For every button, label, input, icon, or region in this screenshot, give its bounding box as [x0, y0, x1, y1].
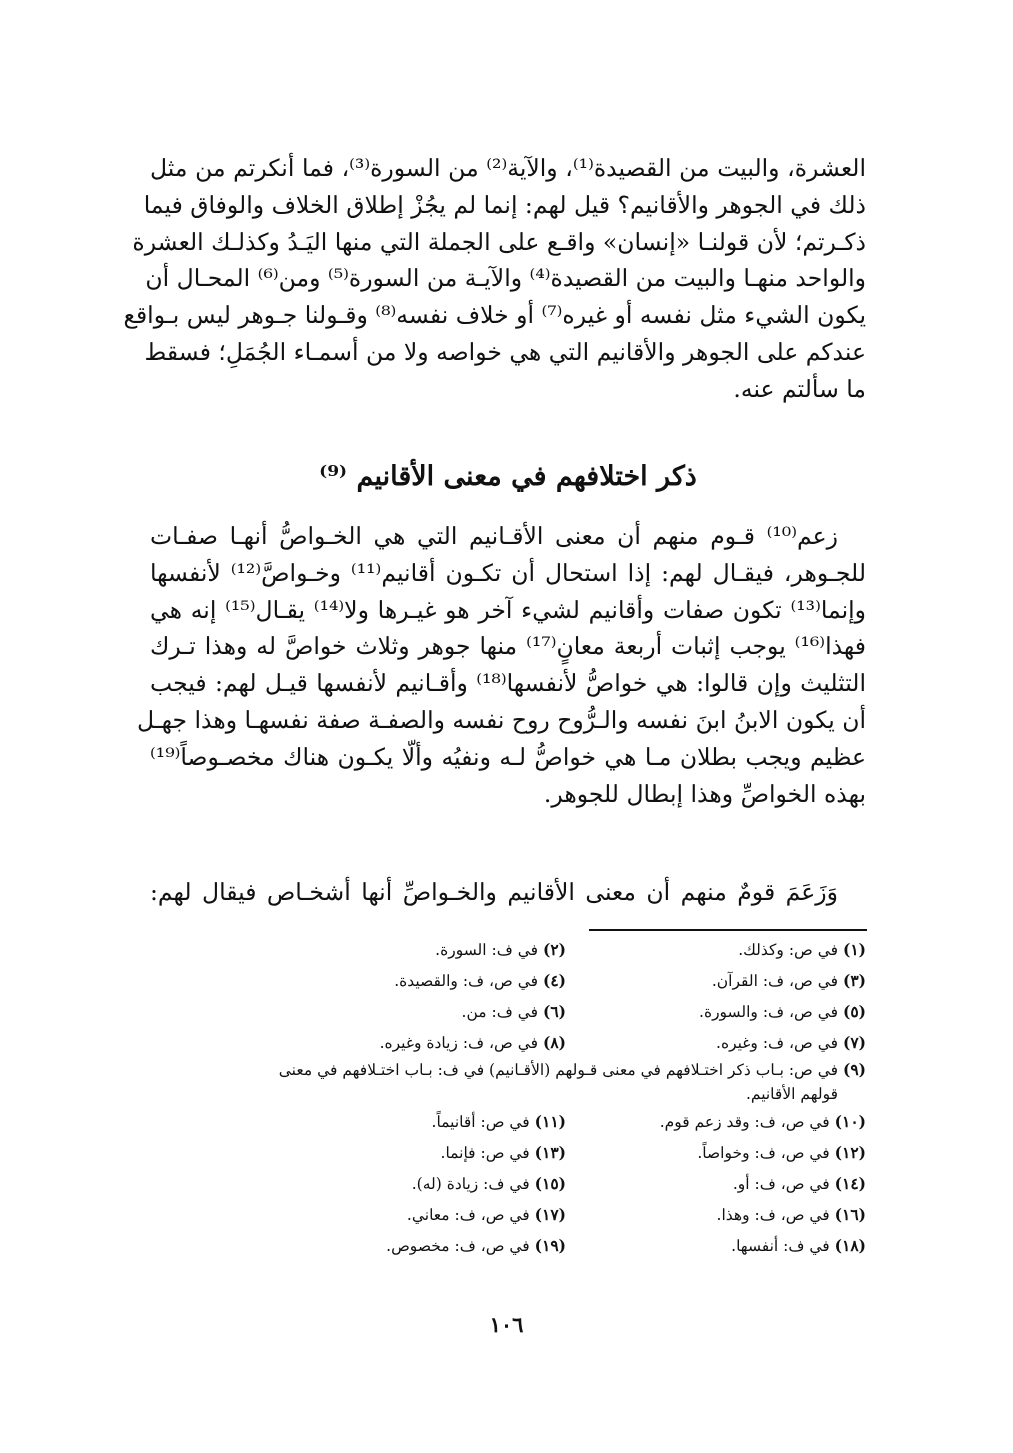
- footnote-text: في ص، ف: القرآن.: [711, 972, 839, 990]
- footnote-number: (١٨): [834, 1236, 866, 1255]
- footnote-text: في ص، ف: والسورة.: [699, 1003, 839, 1021]
- body-paragraph: [123, 150, 866, 408]
- text-line: يكون الشيء مثل نفسه أو غيره⁽⁷⁾ أو خلاف نفسه⁽⁸⁾ وقـولنا جـوهر ليس بـواقع: [123, 301, 866, 330]
- text-line: فهذا⁽¹⁶⁾ يوجب إثبات أربعة معانٍ⁽¹⁷⁾ منها جوهر وثلاث خواصَّ له وهذا تـرك: [150, 632, 866, 661]
- closing-paragraph: [150, 874, 866, 911]
- footnote-text: في ص، ف: وقد زعم قوم.: [659, 1113, 830, 1131]
- footnote-text: في ف: من.: [461, 1003, 539, 1021]
- text-line: بهذه الخواصِّ وهذا إبطال للجوهر.: [543, 779, 866, 808]
- footnote-text: في ف: زيادة (له).: [411, 1175, 530, 1193]
- footnote-number: (١): [842, 940, 866, 959]
- footnote-text: في ص، ف: أو.: [732, 1175, 830, 1193]
- footnote: [566, 996, 866, 1027]
- footnote-number: (١٦): [834, 1205, 866, 1224]
- footnote: [266, 996, 566, 1027]
- text-line: وَزَعَمَ قومٌ منهم أن معنى الأقانيم والخـواصِّ أنها أشخـاص فيقال لهم:: [150, 878, 838, 906]
- text-line: زعم⁽¹⁰⁾ قـوم منهم أن معنى الأقـانيم التي هي الخـواصُّ أنهـا صفـات: [150, 522, 838, 550]
- text-line: التثليث وإن قالوا: هي خواصُّ لأنفسها⁽¹⁸⁾ وأقـانيم لأنفسها قيـل لهم: فيجب: [150, 669, 866, 698]
- footnote: [266, 1230, 566, 1261]
- footnote: [566, 965, 866, 996]
- footnote-long: [140, 1058, 866, 1106]
- footnote: [266, 1168, 566, 1199]
- footnote-row: [140, 1106, 866, 1137]
- footnote-text: في ص، ف: والقصيدة.: [394, 972, 539, 990]
- footnote-number: (٨): [542, 1033, 566, 1052]
- text-line: عظيم ويجب بطلان مـا هي خواصُّ لـه ونفيُه وألّا يكـون هناك مخصـوصاً⁽¹⁹⁾: [150, 742, 866, 771]
- footnotes: [140, 934, 866, 1261]
- text-line: العشرة، والبيت من القصيدة⁽¹⁾، والآية⁽²⁾ من السورة⁽³⁾، فما أنكرتم من مثل: [150, 154, 866, 182]
- text-line: ذلك في الجوهر والأقانيم؟ قيل لهم: إنما لم يجُزْ إطلاق الخلاف والوفاق فيما: [143, 190, 866, 219]
- footnote-number: (١٣): [534, 1143, 566, 1162]
- footnote: [266, 1137, 566, 1168]
- footnote-text: في ص، ف: معاني.: [406, 1206, 530, 1224]
- footnote-text: في ص، ف: مخصوص.: [386, 1237, 530, 1255]
- footnote-divider: [589, 929, 867, 931]
- footnote: [266, 1106, 566, 1137]
- footnote-row: [140, 1027, 866, 1058]
- text-line: والواحد منهـا والبيت من القصيدة⁽⁴⁾ والآيـة من السورة⁽⁵⁾ ومن⁽⁶⁾ المحـال أن: [145, 264, 866, 293]
- text-line: للجـوهر، فيقـال لهم: إذا استحال أن تكـون أقانيم⁽¹¹⁾ وخـواصَّ⁽¹²⁾ لأنفسها: [150, 558, 866, 587]
- footnote-row: [140, 996, 866, 1027]
- footnote-number: (١٤): [834, 1174, 866, 1193]
- page-number: ١٠٦: [489, 1312, 524, 1337]
- footnote-number: (١٠): [834, 1112, 866, 1131]
- footnote: [566, 1168, 866, 1199]
- footnote-text: في ف: أنفسها.: [731, 1237, 830, 1255]
- footnote-text: في ص: أقانيماً.: [431, 1113, 530, 1131]
- footnote: [566, 934, 866, 965]
- footnote-text: في ص، ف: وخواصاً.: [697, 1144, 830, 1162]
- footnote: [566, 1027, 866, 1058]
- footnote-number: (٥): [842, 1002, 866, 1021]
- footnote-text: في ص: وكذلك.: [738, 941, 839, 959]
- footnote-text: في ف: السورة.: [435, 941, 539, 959]
- footnote-continuation: قولهم الأقانيم.: [745, 1085, 838, 1103]
- text-line: ذكـرتم؛ لأن قولنـا «إنسان» واقـع على الجملة التي منها اليَـدُ وكذلـك العشرة: [132, 227, 866, 256]
- footnote-text: في ص، ف: وهذا.: [716, 1206, 830, 1224]
- footnote: [266, 1199, 566, 1230]
- text-line: ما سألتم عنه.: [733, 374, 866, 403]
- footnote-number: (٣): [842, 971, 866, 990]
- footnote-text: في ص، ف: وغيره.: [716, 1034, 839, 1052]
- footnote-text: في ص، ف: زيادة وغيره.: [379, 1034, 539, 1052]
- footnote-number: (١٩): [534, 1236, 566, 1255]
- footnote-number: (٢): [542, 940, 566, 959]
- footnote-row: [140, 1168, 866, 1199]
- text-line: عندكم على الجوهر والأقانيم التي هي خواصه ولا من أسمـاء الجُمَلِ؛ فسقط: [144, 337, 866, 366]
- footnote-text: في ص: فإنما.: [440, 1144, 530, 1162]
- section-paragraph: [136, 518, 866, 812]
- footnote-number: (١٧): [534, 1205, 566, 1224]
- footnote: [566, 1106, 866, 1137]
- footnote-row: [140, 1199, 866, 1230]
- footnote-number: (١٥): [534, 1174, 566, 1193]
- footnote-text: في ص: بـاب ذكر اختـلافهم في معنى قـولهم (الأقـانيم) في ف: بـاب اختـلافهم في معنى: [278, 1061, 839, 1079]
- text-line: أن يكون الابنُ ابنَ نفسه والـرُّوح روح نفسه والصفـة صفة نفسهـا وهذا جهـل: [136, 705, 866, 734]
- footnote: [266, 1027, 566, 1058]
- footnote: [566, 1230, 866, 1261]
- footnote-number: (١٢): [834, 1143, 866, 1162]
- footnote-number: (٩): [842, 1060, 866, 1079]
- footnote-number: (٤): [542, 971, 566, 990]
- footnote-number: (٦): [542, 1002, 566, 1021]
- footnote-number: (١١): [534, 1112, 566, 1131]
- footnote-row: [140, 934, 866, 965]
- footnote: [566, 1199, 866, 1230]
- footnote-number: (٧): [842, 1033, 866, 1052]
- section-heading: ذكر اختلافهم في معنى الأقانيم ⁽⁹⁾: [319, 461, 697, 492]
- footnote: [566, 1137, 866, 1168]
- text-line: وإنما⁽¹³⁾ تكون صفات وأقانيم لشيء آخر هو غيـرها ولا⁽¹⁴⁾ يقـال⁽¹⁵⁾ إنه هي: [150, 595, 866, 624]
- footnote: [266, 934, 566, 965]
- footnote-row: [140, 1137, 866, 1168]
- footnote-row: [140, 1230, 866, 1261]
- footnote-row: [140, 965, 866, 996]
- footnote: [266, 965, 566, 996]
